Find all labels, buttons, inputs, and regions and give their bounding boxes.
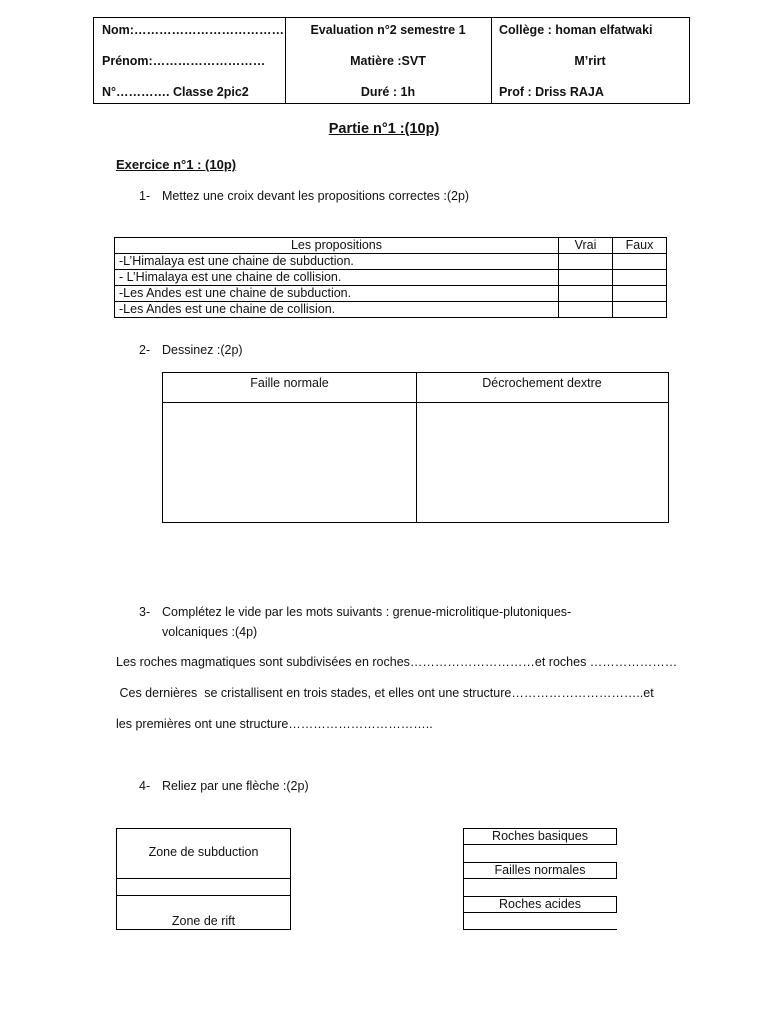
vrai-header: Vrai (559, 238, 613, 254)
roches-acides-box[interactable]: Roches acides (463, 896, 617, 913)
student-firstname-field: Prénom:……………………… (102, 54, 266, 68)
table-row (115, 302, 667, 318)
teacher-name: Prof : Driss RAJA (499, 85, 604, 99)
faux-checkbox-cell[interactable] (613, 270, 667, 286)
q3-number: 3- (139, 605, 151, 619)
zone-connector-left (116, 879, 117, 896)
q4-number: 4- (139, 779, 151, 793)
header-exam-column (285, 18, 492, 103)
roche-bottom-line (463, 929, 617, 930)
faille-normale-drawing-area[interactable] (163, 403, 416, 522)
drawing-column-decrochement (416, 373, 668, 522)
q3-paragraph-line3[interactable]: les premières ont une structure…………………………….. (116, 717, 433, 731)
faux-checkbox-cell[interactable] (613, 254, 667, 270)
q3-paragraph-line2[interactable]: Ces dernières se cristallisent en trois stades, et elles ont une structure…………………………..et (116, 686, 654, 700)
q3-paragraph-line1[interactable]: Les roches magmatiques sont subdivisées en roches…………………………et roches ………………… (116, 655, 678, 669)
faille-normale-header: Faille normale (163, 373, 416, 403)
vrai-checkbox-cell[interactable] (559, 286, 613, 302)
table-row (115, 254, 667, 270)
propositions-header-row (115, 238, 667, 254)
propositions-table (114, 237, 667, 318)
exercise-title: Exercice n°1 : (10p) (116, 157, 237, 172)
proposition-text: - L’Himalaya est une chaine de collision. (115, 270, 559, 286)
q3-instruction-line2: volcaniques :(4p) (162, 625, 258, 639)
decrochement-drawing-area[interactable] (416, 403, 668, 522)
table-row (115, 270, 667, 286)
zone-subduction-box[interactable]: Zone de subduction (116, 828, 291, 879)
part-title: Partie n°1 :(10p) (328, 121, 440, 137)
table-row (115, 286, 667, 302)
drawing-column-faille-normale (163, 373, 417, 522)
q2-instruction: Dessinez :(2p) (162, 343, 243, 357)
q4-instruction: Reliez par une flèche :(2p) (162, 779, 309, 793)
exam-duration: Duré : 1h (360, 85, 416, 99)
roche-connector (463, 879, 464, 896)
q3-instruction-line1: Complétez le vide par les mots suivants : grenue-microlitique-plutoniques- (162, 605, 572, 619)
faux-header: Faux (613, 238, 667, 254)
zone-connector-right (290, 879, 291, 896)
header-school-column (491, 18, 689, 103)
header-student-column (94, 18, 286, 103)
propositions-header: Les propositions (115, 238, 559, 254)
vrai-checkbox-cell[interactable] (559, 254, 613, 270)
q2-number: 2- (139, 343, 151, 357)
faux-checkbox-cell[interactable] (613, 302, 667, 318)
failles-normales-box[interactable]: Failles normales (463, 862, 617, 879)
roches-basiques-box[interactable]: Roches basiques (463, 828, 617, 845)
q1-instruction: Mettez une croix devant les propositions correctes :(2p) (162, 189, 470, 203)
vrai-checkbox-cell[interactable] (559, 270, 613, 286)
header-table (93, 17, 690, 104)
faux-checkbox-cell[interactable] (613, 286, 667, 302)
exam-title: Evaluation n°2 semestre 1 (310, 23, 466, 37)
zone-rift-box[interactable]: Zone de rift (116, 895, 291, 930)
drawing-table (162, 372, 669, 523)
exam-subject: Matière :SVT (350, 54, 426, 68)
q1-number: 1- (139, 189, 151, 203)
student-class-field: N°…………. Classe 2pic2 (102, 85, 249, 99)
decrochement-header: Décrochement dextre (416, 373, 668, 403)
vrai-checkbox-cell[interactable] (559, 302, 613, 318)
school-city: M’rirt (574, 54, 606, 68)
proposition-text: -L’Himalaya est une chaine de subduction. (115, 254, 559, 270)
proposition-text: -Les Andes est une chaine de collision. (115, 302, 559, 318)
student-name-field: Nom:……………………………… (102, 23, 284, 37)
proposition-text: -Les Andes est une chaine de subduction. (115, 286, 559, 302)
roche-connector (463, 913, 464, 929)
roche-connector (463, 845, 464, 862)
school-name: Collège : homan elfatwaki (499, 23, 653, 37)
